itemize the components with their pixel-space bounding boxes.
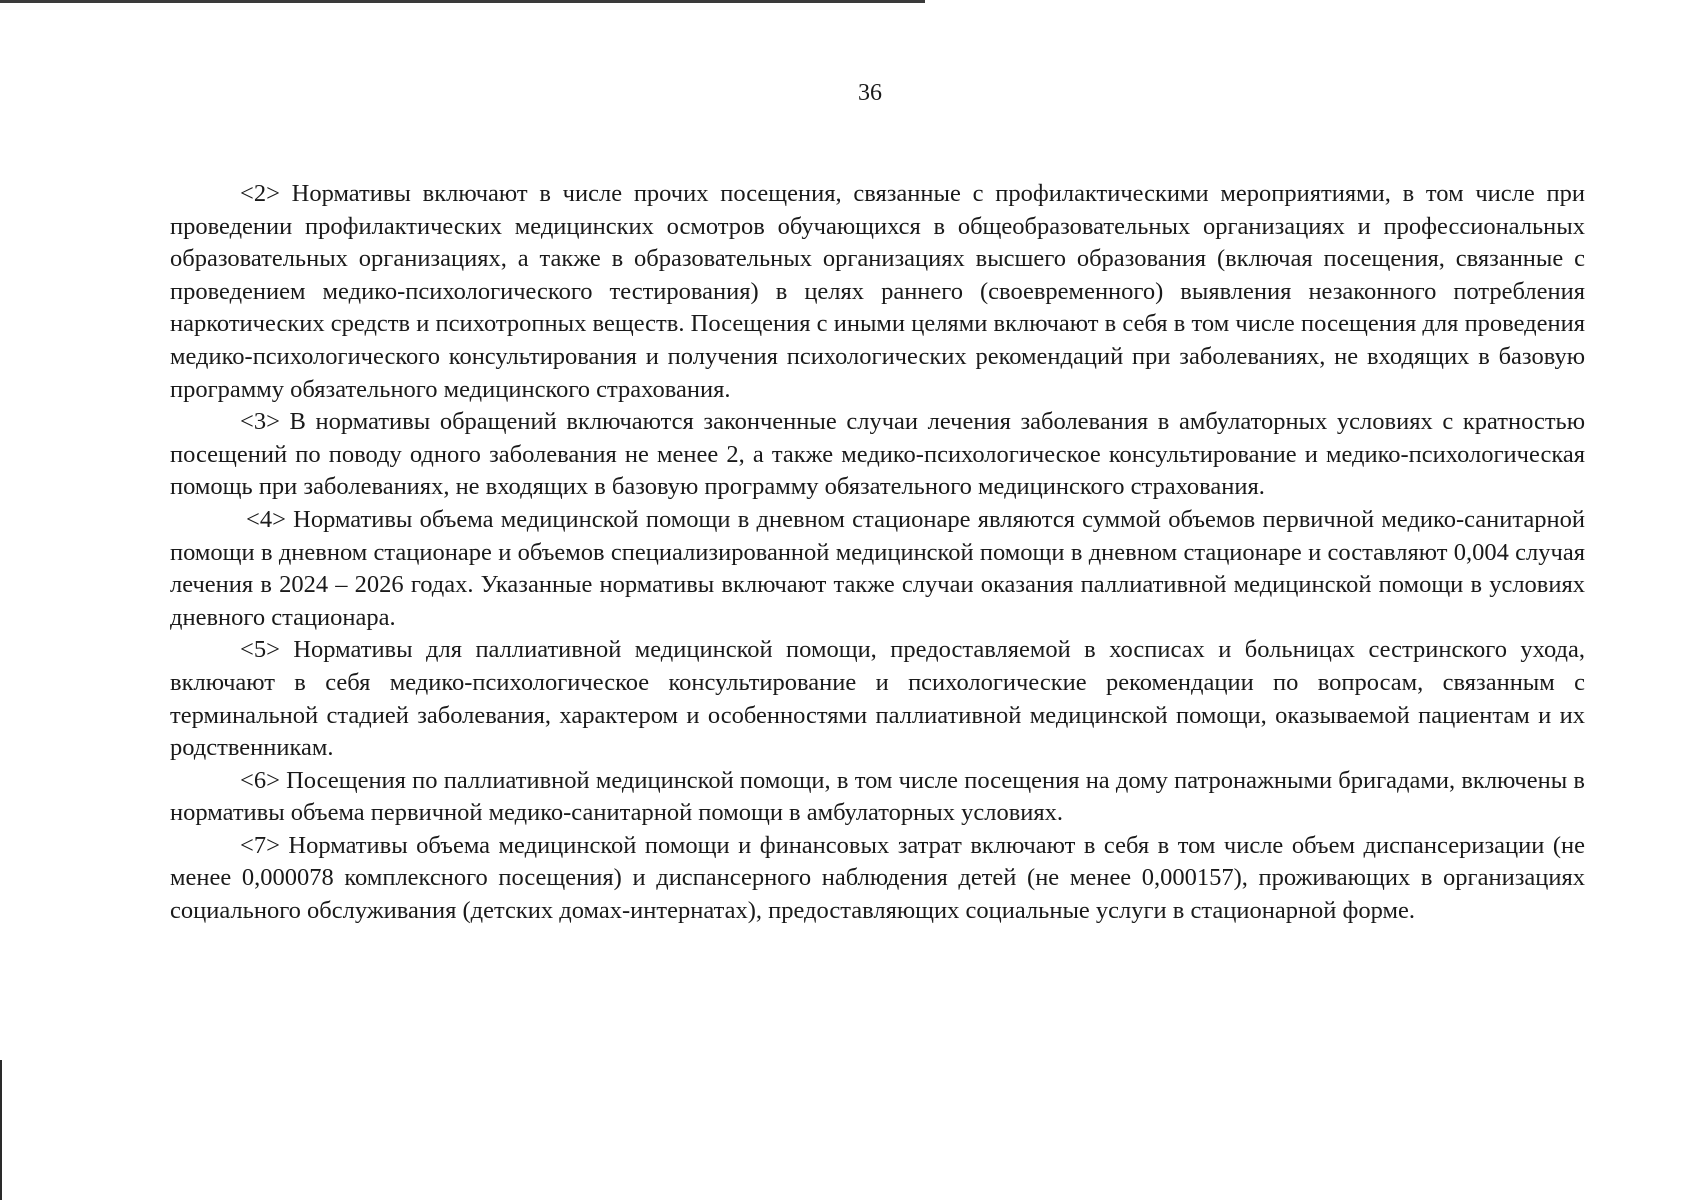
page-number: 36 [858,80,882,106]
footnotes-body [170,178,1585,928]
scan-edge-left [0,1060,2,1200]
footnote-5: <5> Нормативы для паллиативной медицинской помощи, предоставляемой в хосписах и больницах сестринского ухода, включают в себя медико-психологическое консультирование и психологические рекомендации по вопросам, связанным с терминальной стадией заболевания, характером и особенностями паллиативной медицинской помощи, оказываемой пациентам и их родственникам. [170,636,1585,762]
footnote-7: <7> Нормативы объема медицинской помощи и финансовых затрат включают в себя в том числе объем диспансеризации (не менее 0,000078 комплексного посещения) и диспансерного наблюдения детей (не менее 0,000157), проживающих в организациях социального обслуживания (детских домах-интернатах), предоставляющих социальные услуги в стационарной форме. [170,831,1585,925]
footnote-3: <3> В нормативы обращений включаются законченные случаи лечения заболевания в амбулаторных условиях с кратностью посещений по поводу одного заболевания не менее 2, а также медико-психологическое консультирование и медико-психологическая помощь при заболеваниях, не входящих в базовую программу обязательного медицинского страхования. [170,408,1585,501]
footnote-6: <6> Посещения по паллиативной медицинской помощи, в том числе посещения на дому патронажными бригадами, включены в нормативы объема первичной медико-санитарной помощи в амбулаторных условиях. [170,766,1585,827]
footnote-4: <4> Нормативы объема медицинской помощи в дневном стационаре являются суммой объемов первичной медико-санитарной помощи в дневном стационаре и объемов специализированной медицинской помощи в дневном стационаре и составляют 0,004 случая лечения в 2024 – 2026 годах. Указанные нормативы включают также случаи оказания паллиативной медицинской помощи в условиях дневного стационара. [170,505,1585,631]
footnote-2: <2> Нормативы включают в числе прочих посещения, связанные с профилактическими мероприятиями, в том числе при проведении профилактических медицинских осмотров обучающихся в общеобразовательных организациях и профессиональных образовательных организациях, а также в образовательных организациях высшего образования (включая посещения, связанные с проведением медико-психологического тестирования) в целях раннего (своевременного) выявления незаконного потребления наркотических средств и психотропных веществ. Посещения с иными целями включают в себя в том числе посещения для проведения медико-психологического консультирования и получения психологических рекомендаций при заболеваниях, не входящих в базовую программу обязательного медицинского страхования. [170,180,1585,403]
scan-edge-top [0,0,925,3]
